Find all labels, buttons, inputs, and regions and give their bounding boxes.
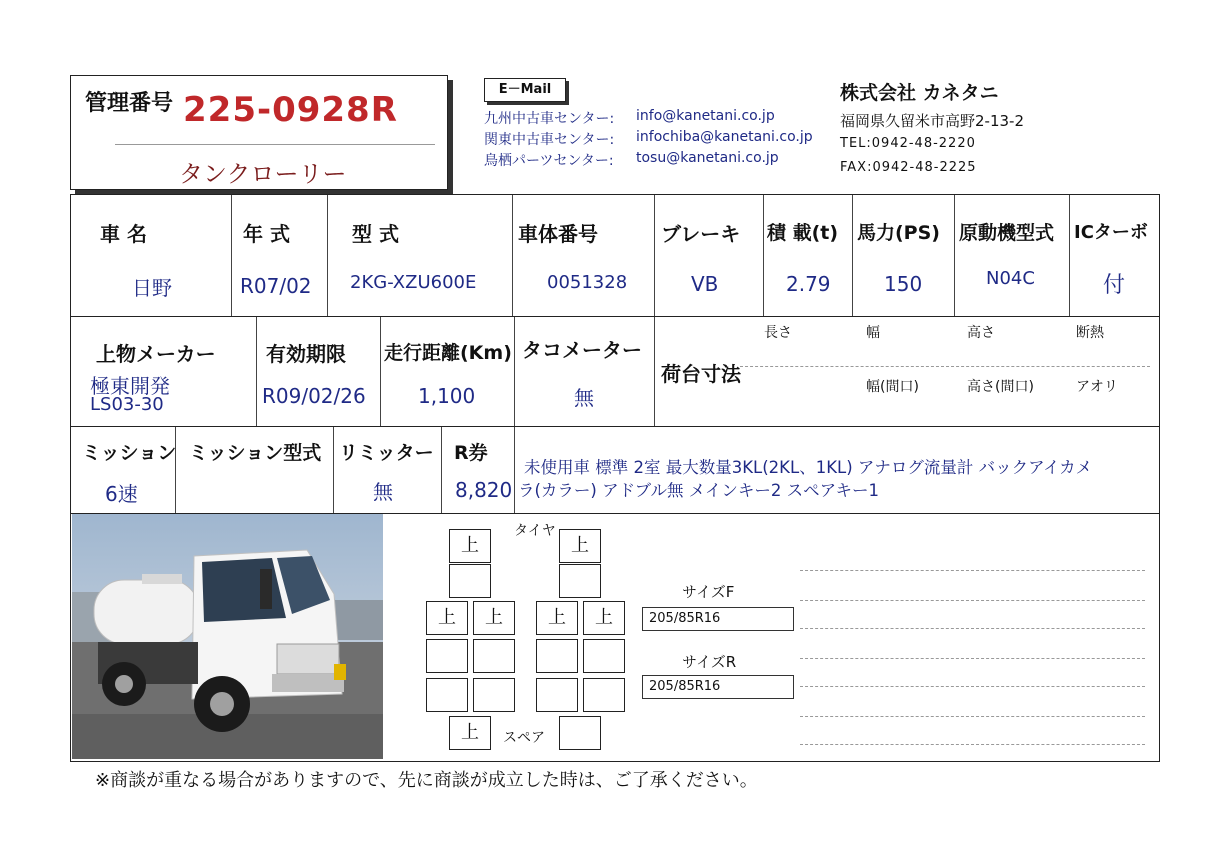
tire-rear-right-outer: 上 xyxy=(583,601,625,635)
dim-length-label: 長さ xyxy=(764,325,792,341)
note-line xyxy=(800,600,1145,601)
row-divider xyxy=(70,316,1160,317)
body-maker-header: 上物メーカー xyxy=(96,342,216,366)
contact-row-kyushu xyxy=(484,108,824,128)
size-front-label: サイズF xyxy=(682,583,735,601)
tire-front-left-blank xyxy=(449,564,491,598)
tire-rear-left-inner: 上 xyxy=(473,601,515,635)
row-divider xyxy=(70,426,1160,427)
tire-rear-right-inner: 上 xyxy=(536,601,578,635)
tire-rear-blank xyxy=(473,639,515,673)
r-ticket-value: 8,820 xyxy=(455,478,513,502)
inspection-header: 有効期限 xyxy=(266,342,346,366)
dim-height-inner-label: 高さ(間口) xyxy=(967,379,1034,395)
tire-front-right: 上 xyxy=(559,529,601,563)
tire-rear-left-outer: 上 xyxy=(426,601,468,635)
company-address: 福岡県久留米市高野2-13-2 xyxy=(840,112,1024,130)
tire-rear-blank xyxy=(473,678,515,712)
col-divider xyxy=(231,195,232,316)
size-front-value: 205/85R16 xyxy=(642,607,794,631)
cargo-dimension-header: 荷台寸法 xyxy=(661,362,741,386)
body-model-value: LS03-30 xyxy=(90,394,164,415)
col-divider xyxy=(380,317,381,426)
horsepower-value: 150 xyxy=(884,272,923,296)
management-label: 管理番号 xyxy=(85,91,174,116)
col-divider xyxy=(654,195,655,316)
contact-center: 鳥栖パーツセンター: xyxy=(484,153,614,169)
tire-rear-blank xyxy=(536,639,578,673)
col-divider xyxy=(852,195,853,316)
note-line xyxy=(800,628,1145,629)
col-divider xyxy=(514,317,515,426)
tire-front-left: 上 xyxy=(449,529,491,563)
notes-line-1: 未使用車 標準 2室 最大数量3KL(2KL、1KL) アナログ流量計 バックアイカメ xyxy=(524,458,1093,477)
dim-width-label: 幅 xyxy=(866,325,880,341)
vehicle-type: タンクローリー xyxy=(179,160,347,188)
notes-line-2: ラ(カラー) アドブル無 メインキー2 スペアキー1 xyxy=(518,481,879,500)
brake-header: ブレーキ xyxy=(661,222,741,246)
note-line xyxy=(800,658,1145,659)
mileage-value: 1,100 xyxy=(418,384,476,408)
company-tel: TEL:0942-48-2220 xyxy=(840,136,976,151)
note-line xyxy=(800,686,1145,687)
footer-note: ※商談が重なる場合がありますので、先に商談が成立した時は、ご了承ください。 xyxy=(95,770,758,791)
load-header: 積 載(t) xyxy=(767,222,839,244)
col-divider xyxy=(1069,195,1070,316)
col-divider xyxy=(763,195,764,316)
tacho-header: タコメーター xyxy=(522,338,642,362)
chassis-value: 0051328 xyxy=(547,272,628,293)
maker-header: 車 名 xyxy=(100,222,147,246)
divider xyxy=(115,144,435,145)
col-divider xyxy=(327,195,328,316)
turbo-header: ICターボ xyxy=(1074,222,1148,243)
truck-photo xyxy=(72,514,383,759)
dim-gate-label: アオリ xyxy=(1076,379,1118,395)
col-divider xyxy=(256,317,257,426)
note-line xyxy=(800,570,1145,571)
model-value: 2KG-XZU600E xyxy=(350,272,477,293)
body-maker-value: 極東開発 xyxy=(90,374,170,398)
col-divider xyxy=(333,427,334,513)
tire-spare-blank xyxy=(559,716,601,750)
year-header: 年 式 xyxy=(243,222,290,246)
spare-label: スペア xyxy=(503,730,545,746)
year-value: R07/02 xyxy=(240,274,312,298)
company-name: 株式会社 カネタニ xyxy=(840,82,999,104)
mileage-header: 走行距離(Km) xyxy=(384,342,512,364)
note-line xyxy=(800,744,1145,745)
mission-type-header: ミッション型式 xyxy=(189,442,322,464)
tire-spare: 上 xyxy=(449,716,491,750)
dimension-dash xyxy=(740,366,1150,367)
col-divider xyxy=(512,195,513,316)
contact-center: 関東中古車センター: xyxy=(484,132,615,148)
inspection-value: R09/02/26 xyxy=(262,384,366,408)
brake-value: VB xyxy=(691,272,719,296)
col-divider xyxy=(441,427,442,513)
management-box xyxy=(70,75,448,190)
tacho-value: 無 xyxy=(574,386,594,410)
limiter-header: リミッター xyxy=(339,442,434,464)
contact-email[interactable]: tosu@kanetani.co.jp xyxy=(636,150,779,166)
tire-rear-blank xyxy=(536,678,578,712)
management-number: 225-0928R xyxy=(183,90,398,130)
company-fax: FAX:0942-48-2225 xyxy=(840,160,977,175)
contact-email[interactable]: info@kanetani.co.jp xyxy=(636,108,775,124)
note-line xyxy=(800,716,1145,717)
col-divider xyxy=(654,317,655,426)
col-divider xyxy=(514,427,515,513)
maker-value: 日野 xyxy=(132,276,172,300)
tire-rear-blank xyxy=(426,639,468,673)
chassis-header: 車体番号 xyxy=(518,222,598,246)
size-rear-value: 205/85R16 xyxy=(642,675,794,699)
tire-label: タイヤ xyxy=(514,523,556,539)
load-value: 2.79 xyxy=(786,272,831,296)
contact-row-kanto xyxy=(484,129,824,149)
contact-row-tosu xyxy=(484,150,824,170)
contact-center: 九州中古車センター: xyxy=(484,111,615,127)
mission-value: 6速 xyxy=(105,482,138,506)
email-tag: E－Mail xyxy=(484,78,566,102)
dim-height-label: 高さ xyxy=(967,325,995,341)
limiter-value: 無 xyxy=(373,480,393,504)
col-divider xyxy=(954,195,955,316)
dim-width-inner-label: 幅(間口) xyxy=(866,379,919,395)
engine-value: N04C xyxy=(986,268,1035,289)
tire-front-right-blank xyxy=(559,564,601,598)
model-header: 型 式 xyxy=(352,222,399,246)
tire-rear-blank xyxy=(426,678,468,712)
size-rear-label: サイズR xyxy=(682,653,737,671)
engine-header: 原動機型式 xyxy=(959,222,1055,244)
horsepower-header: 馬力(PS) xyxy=(857,222,940,244)
mission-header: ミッション xyxy=(82,442,177,464)
tire-rear-blank xyxy=(583,639,625,673)
turbo-value: 付 xyxy=(1103,273,1126,298)
contact-email[interactable]: infochiba@kanetani.co.jp xyxy=(636,129,813,145)
tire-rear-blank xyxy=(583,678,625,712)
dim-insulation-label: 断熱 xyxy=(1076,325,1104,341)
r-ticket-header: R券 xyxy=(454,442,488,464)
